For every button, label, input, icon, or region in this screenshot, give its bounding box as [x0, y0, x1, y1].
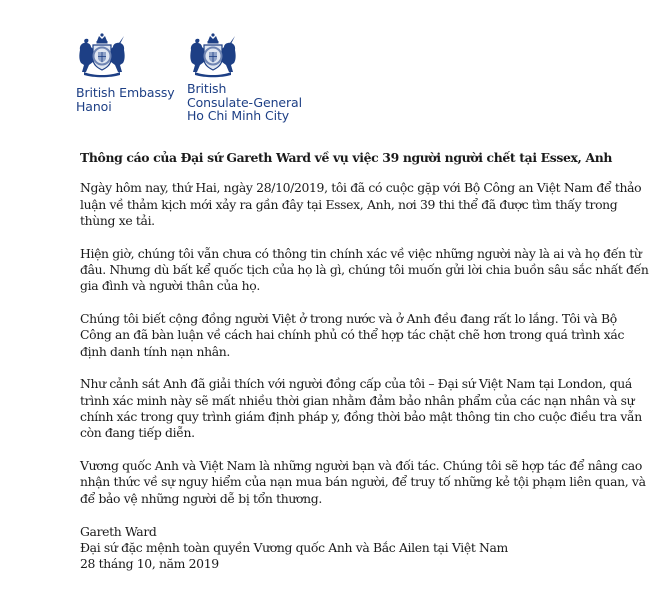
signature-block: [80, 524, 650, 573]
letterhead: [0, 0, 660, 123]
royal-coat-of-arms-icon: [76, 32, 128, 78]
statement-body: [80, 150, 650, 572]
signatory-name: Gareth Ward: [80, 523, 157, 539]
signature-date: 28 tháng 10, năm 2019: [80, 556, 219, 572]
consulate-hcmc-logo: [187, 32, 302, 123]
signatory-position: Đại sứ đặc mệnh toàn quyền Vương quốc Anh và Bắc Ailen tại Việt Nam: [80, 539, 508, 555]
organization-name: British Embassy Hanoi: [76, 85, 175, 114]
paragraph: Ngày hôm nay, thứ Hai, ngày 28/10/2019, tôi đã có cuộc gặp với Bộ Công an Việt Nam để thảo luận về thảm kịch mới xảy ra gần đây tại Essex, Anh, nơi 39 thi thể đã được tìm thấy trong thùng xe tải.: [80, 180, 642, 228]
statement-title: Thông cáo của Đại sứ Gareth Ward về vụ việc 39 người người chết tại Essex, Anh: [80, 150, 613, 165]
paragraph: Chúng tôi biết cộng đồng người Việt ở trong nước và ở Anh đều đang rất lo lắng. Tôi và Bộ Công an đã bàn luận về cách hai chính phủ có thể hợp tác chặt chẽ hơn trong quá trình xác định danh tính nạn nhân.: [80, 311, 625, 359]
paragraph: Hiện giờ, chúng tôi vẫn chưa có thông tin chính xác về việc những người này là ai và họ đến từ đâu. Nhưng dù bất kể quốc tịch của họ là gì, chúng tôi muốn gửi lời chia buồn sâu sắc nhất đến gia đình và người thân của họ.: [80, 245, 649, 294]
paragraph: Như cảnh sát Anh đã giải thích với người đồng cấp của tôi – Đại sứ Việt Nam tại London, quá trình xác minh này sẽ mất nhiều thời gian nhằm đảm bảo nhân phẩm của các nạn nhân và sự chính xác trong quy trình giám định pháp y, đồng thời bảo mật thông tin cho cuộc điều tra vẫn còn đang tiếp diễn.: [80, 376, 642, 441]
embassy-hanoi-logo: [76, 32, 175, 113]
organization-name: British Consulate-General Ho Chi Minh City: [187, 81, 302, 123]
royal-coat-of-arms-icon: [187, 32, 239, 78]
paragraph: Vương quốc Anh và Việt Nam là những người bạn và đối tác. Chúng tôi sẽ hợp tác để nâng cao nhận thức về sự nguy hiểm của nạn mua bán người, để truy tố những kẻ tội phạm liên quan, và để bảo vệ những người dễ bị tổn thương.: [80, 458, 646, 506]
